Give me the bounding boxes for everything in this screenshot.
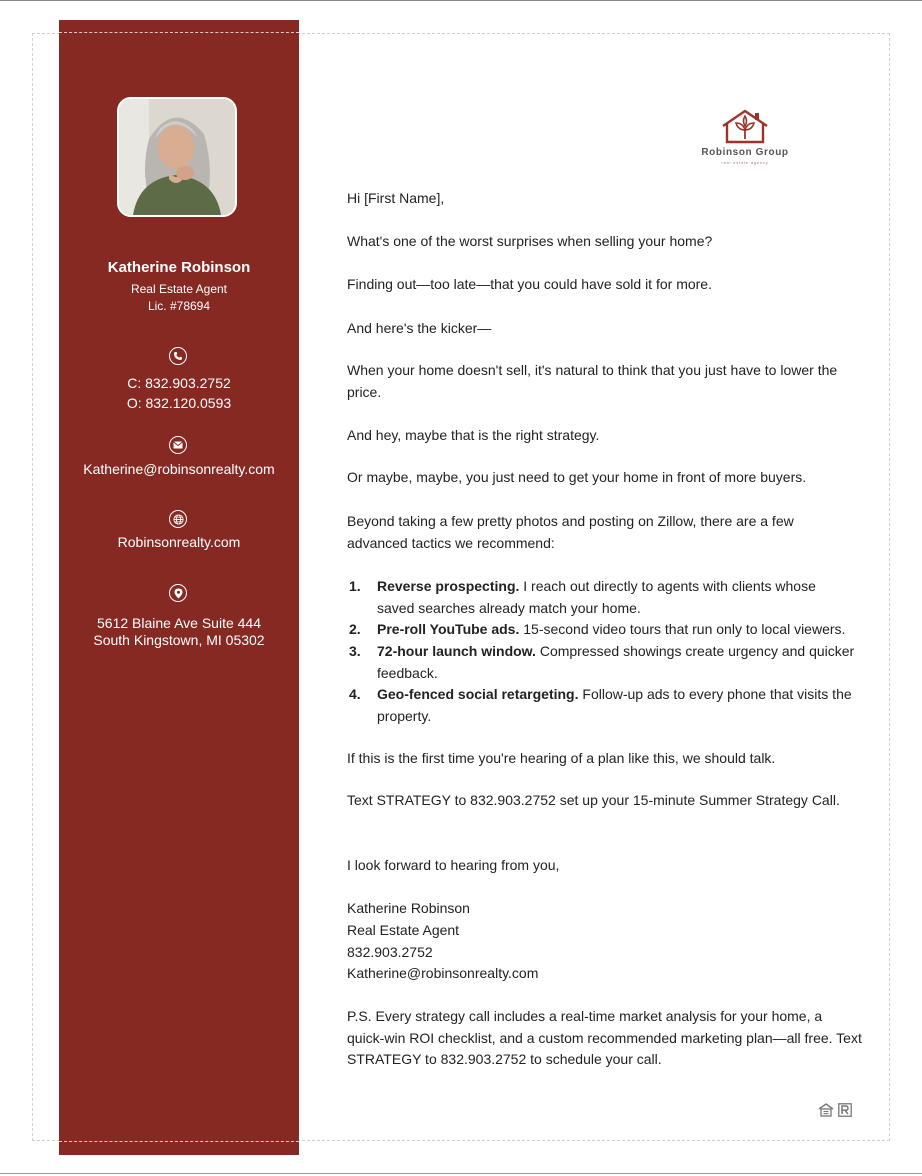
company-logo: [690, 108, 800, 168]
realtor-icon: [838, 1103, 852, 1117]
logo-tagline: real estate agency: [721, 160, 769, 165]
logo-name: Robinson Group: [701, 147, 789, 158]
agent-name: Katherine Robinson: [107, 259, 251, 276]
paragraph-3: And here's the kicker—: [347, 320, 492, 336]
tactic-number: 2.: [349, 621, 361, 637]
phone-icon: [169, 347, 187, 365]
tactic-number: 1.: [349, 578, 361, 594]
paragraph-6: Or maybe, maybe, you just need to get your home in front of more buyers.: [347, 469, 807, 485]
equal-housing-icon: [818, 1103, 834, 1117]
envelope-icon: [169, 436, 187, 454]
tactic-number: 3.: [349, 643, 361, 659]
globe-icon: [169, 510, 187, 528]
agent-license: Lic. #78694: [147, 299, 211, 313]
tactic-text: Follow-up ads to every phone that visits the property.: [377, 686, 852, 724]
footer-icons: [818, 1102, 854, 1118]
sidebar-top-dash: [59, 32, 299, 33]
agent-title: Real Estate Agent: [130, 282, 228, 296]
bottom-rule: [0, 1173, 922, 1174]
map-pin-icon: [169, 584, 187, 602]
paragraph-2: Finding out—too late—that you could have sold it for more.: [347, 276, 712, 292]
address-line1: 5612 Blaine Ave Suite 444: [97, 615, 261, 631]
agent-photo: [117, 97, 237, 217]
top-rule: [0, 0, 922, 1]
address-line2: South Kingstown, MI 05302: [93, 632, 265, 648]
tactic-text: I reach out directly to agents with clients whose saved searches already match your home.: [377, 578, 816, 616]
tactic-text: 15-second video tours that run only to local viewers.: [519, 621, 846, 637]
paragraph-5: And hey, maybe that is the right strategy.: [347, 427, 600, 443]
paragraph-4: When your home doesn't sell, it's natural to think that you just have to lower the price.: [347, 362, 838, 400]
phone-office[interactable]: O: 832.120.0593: [126, 395, 232, 411]
house-logo-icon: [690, 108, 800, 146]
sidebar: [59, 20, 299, 1155]
signature-phone: 832.903.2752: [347, 944, 433, 960]
signature-name: Katherine Robinson: [347, 900, 470, 916]
greeting: Hi [First Name],: [347, 190, 445, 206]
closing: I look forward to hearing from you,: [347, 857, 560, 873]
email-link[interactable]: Katherine@robinsonrealty.com: [83, 461, 275, 477]
sidebar-bottom-dash: [59, 1141, 299, 1142]
website-link[interactable]: Robinsonrealty.com: [117, 534, 241, 550]
phone-cell[interactable]: C: 832.903.2752: [127, 375, 231, 391]
tactic-title: Pre-roll YouTube ads.: [377, 621, 520, 637]
paragraph-7: Beyond taking a few pretty photos and posting on Zillow, there are a few advanced tactics we recommend:: [347, 513, 794, 551]
paragraph-8: If this is the first time you're hearing of a plan like this, we should talk.: [347, 750, 776, 766]
paragraph-9: Text STRATEGY to 832.903.2752 set up your 15-minute Summer Strategy Call.: [347, 792, 840, 808]
tactic-title: 72-hour launch window.: [377, 643, 536, 659]
tactic-title: Reverse prospecting.: [377, 578, 520, 594]
signature-title: Real Estate Agent: [347, 922, 460, 938]
tactic-title: Geo-fenced social retargeting.: [377, 686, 579, 702]
postscript: P.S. Every strategy call includes a real-time market analysis for your home, a quick-win ROI checklist, and a custom recommended marketing plan—all free. Text STRATEGY to 832.903.2752 to schedule your call.: [347, 1008, 862, 1067]
tactic-number: 4.: [349, 686, 361, 702]
tactic-text: Compressed showings create urgency and quicker feedback.: [377, 643, 855, 681]
signature-email[interactable]: Katherine@robinsonrealty.com: [347, 965, 539, 981]
paragraph-1: What's one of the worst surprises when selling your home?: [347, 233, 713, 249]
